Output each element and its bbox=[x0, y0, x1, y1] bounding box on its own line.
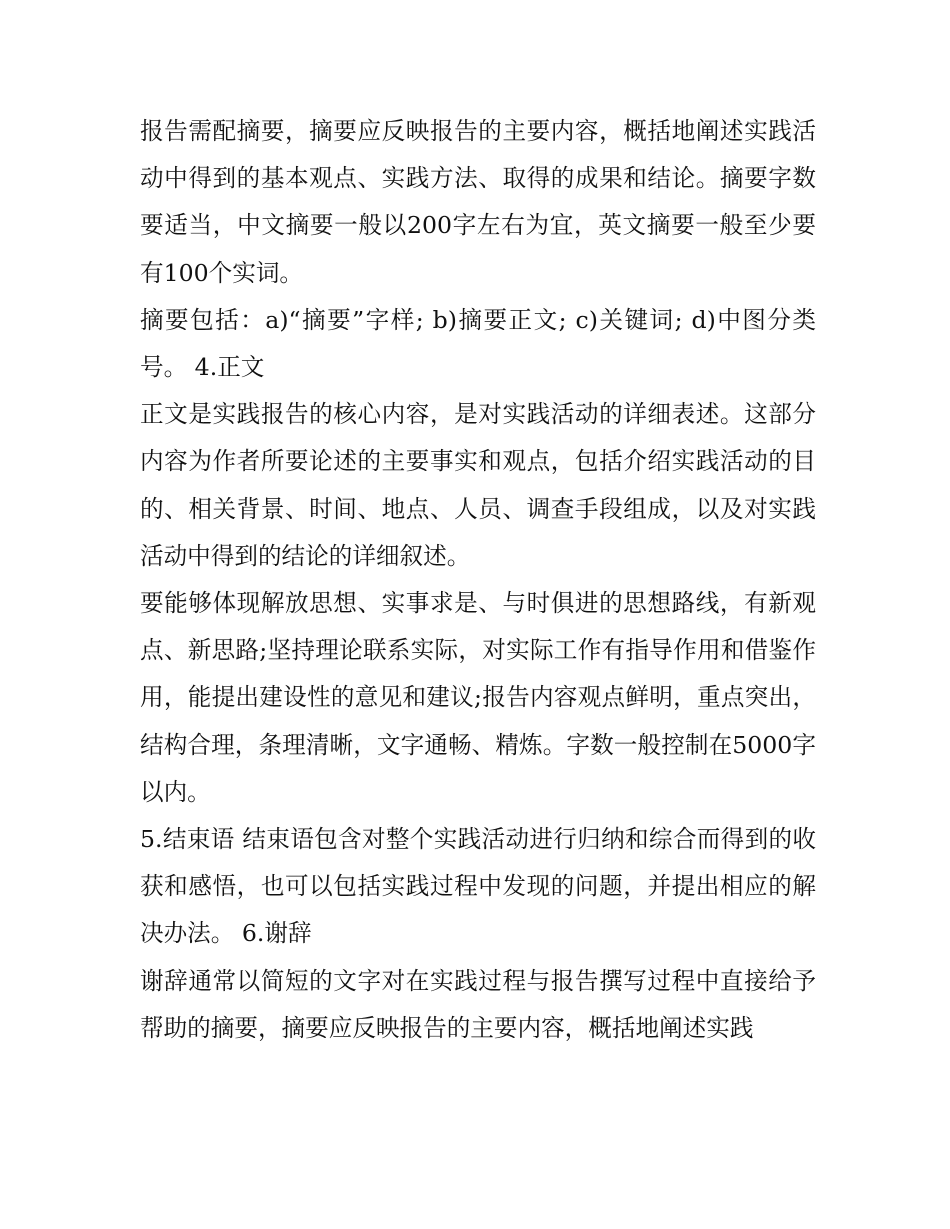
paragraph-main-body-description: 正文是实践报告的核心内容，是对实践活动的详细表述。这部分内容为作者所要论述的主要事实和观点，包括介绍实践活动的目的、相关背景、时间、地点、人员、调查手段组成，以及对实践活动中得到的结论的详细叙述。 bbox=[140, 400, 816, 570]
document-body bbox=[140, 108, 816, 1052]
paragraph-main-body-requirements: 要能够体现解放思想、实事求是、与时俱进的思想路线，有新观点、新思路;坚持理论联系实际，对实际工作有指导作用和借鉴作用，能提出建设性的意见和建议;报告内容观点鲜明，重点突出，结构合理，条理清晰，文字通畅、精炼。字数一般控制在5000字以内。 bbox=[140, 589, 816, 806]
paragraph-abstract-requirements: 报告需配摘要，摘要应反映报告的主要内容，概括地阐述实践活动中得到的基本观点、实践方法、取得的成果和结论。摘要字数要适当，中文摘要一般以200字左右为宜，英文摘要一般至少要有100个实词。 bbox=[140, 117, 816, 287]
paragraph-conclusion: 5.结束语 结束语包含对整个实践活动进行归纳和综合而得到的收获和感悟，也可以包括实践过程中发现的问题，并提出相应的解决办法。 6.谢辞 bbox=[140, 825, 816, 948]
paragraph-acknowledgements: 谢辞通常以简短的文字对在实践过程与报告撰写过程中直接给予帮助的摘要，摘要应反映报告的主要内容，概括地阐述实践 bbox=[140, 966, 816, 1042]
paragraph-abstract-contents: 摘要包括：a)“摘要”字样; b)摘要正文; c)关键词; d)中图分类号。 4.正文 bbox=[140, 305, 816, 382]
